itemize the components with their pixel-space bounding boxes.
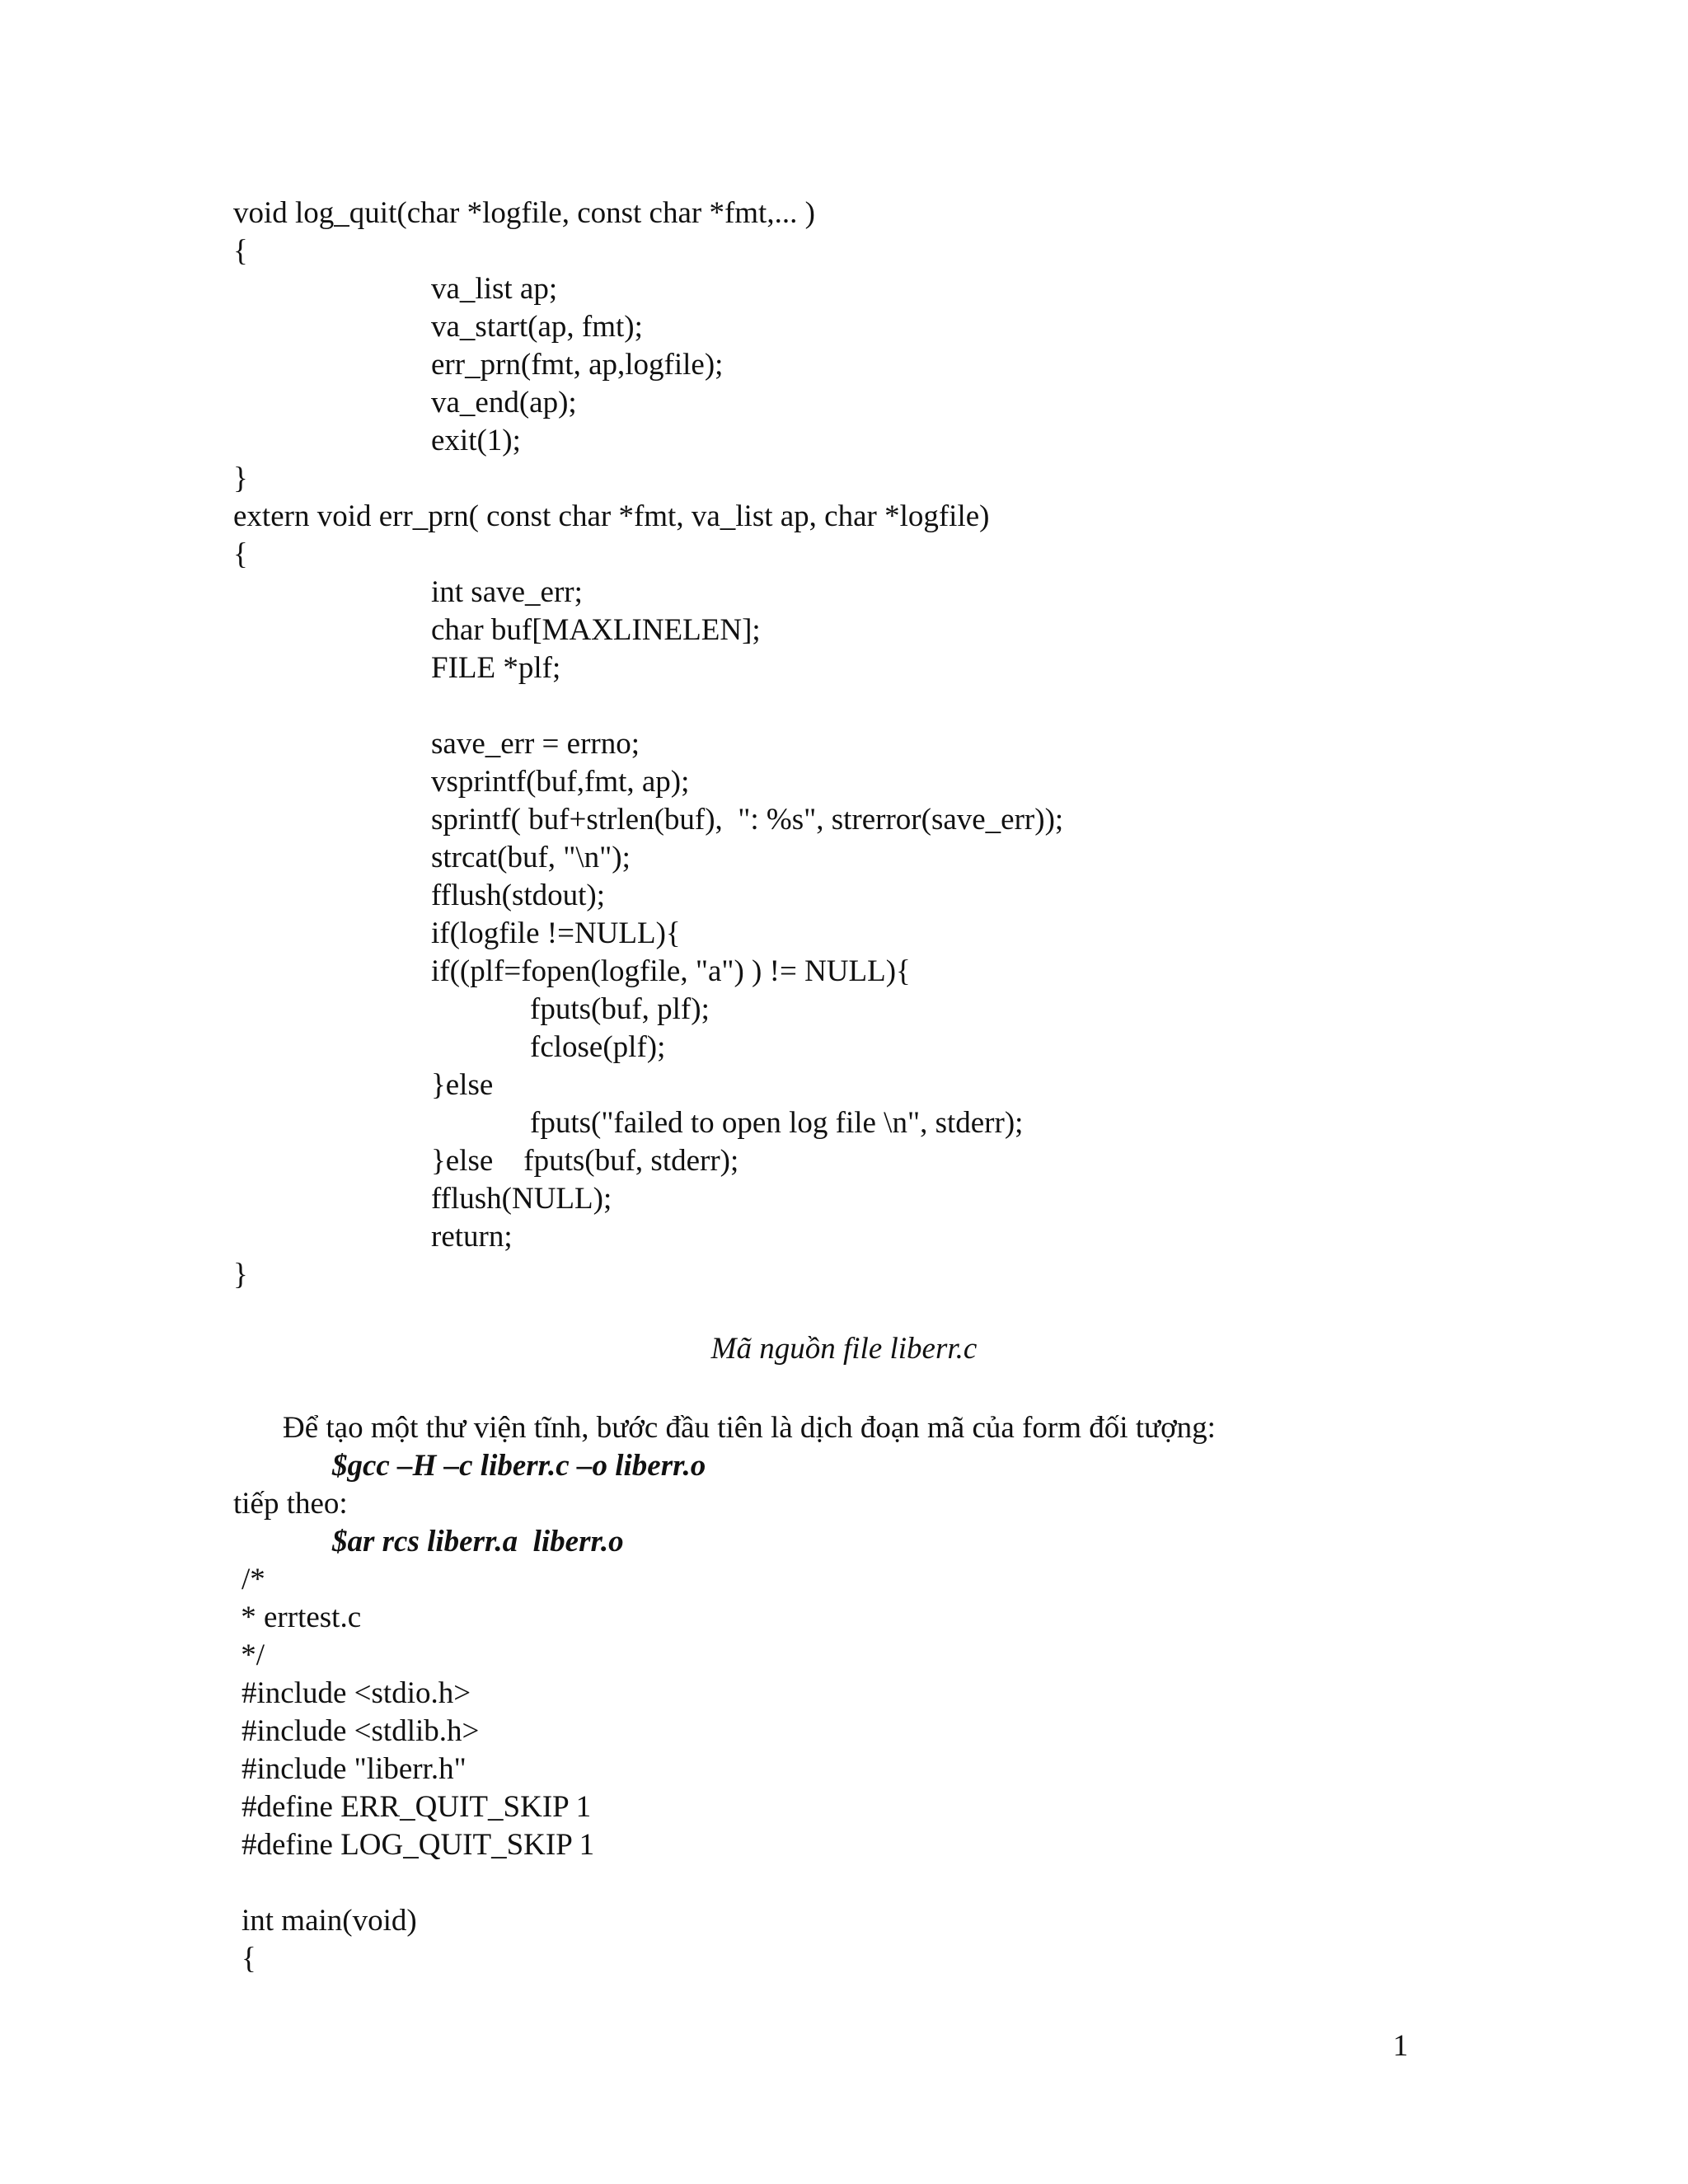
code-line: strcat(buf, "\n"); bbox=[431, 841, 631, 874]
code-line: { bbox=[233, 234, 248, 268]
code-line: va_end(ap); bbox=[431, 386, 577, 419]
code-line: save_err = errno; bbox=[431, 727, 640, 761]
code-line: { bbox=[233, 537, 248, 571]
code-line: } bbox=[233, 462, 248, 495]
code-line: #include "liberr.h" bbox=[241, 1752, 467, 1786]
code-line: exit(1); bbox=[431, 424, 521, 457]
code-line: }else fputs(buf, stderr); bbox=[431, 1144, 739, 1178]
code-line: if(logfile !=NULL){ bbox=[431, 916, 681, 950]
code-line: void log_quit(char *logfile, const char *fmt,... ) bbox=[233, 196, 815, 230]
code-line: }else bbox=[431, 1068, 494, 1102]
code-line: char buf[MAXLINELEN]; bbox=[431, 613, 761, 647]
code-line: #define ERR_QUIT_SKIP 1 bbox=[241, 1790, 592, 1824]
code-line: fputs(buf, plf); bbox=[530, 992, 710, 1026]
code-line: fputs("failed to open log file \n", stderr); bbox=[530, 1106, 1024, 1140]
code-line: extern void err_prn( const char *fmt, va_list ap, char *logfile) bbox=[233, 499, 990, 533]
code-line: return; bbox=[431, 1220, 513, 1254]
code-line: int save_err; bbox=[431, 575, 583, 609]
next-step-label: tiếp theo: bbox=[233, 1487, 348, 1521]
code-line: fclose(plf); bbox=[530, 1030, 666, 1064]
code-line: * errtest.c bbox=[233, 1601, 362, 1634]
shell-command-gcc: $gcc –H –c liberr.c –o liberr.o bbox=[332, 1449, 706, 1483]
shell-command-ar: $ar rcs liberr.a liberr.o bbox=[332, 1525, 624, 1558]
code-line: /* bbox=[241, 1563, 265, 1596]
code-line: { bbox=[241, 1942, 256, 1975]
code-line: va_start(ap, fmt); bbox=[431, 310, 643, 344]
code-line: */ bbox=[233, 1638, 265, 1672]
code-line: if((plf=fopen(logfile, "a") ) != NULL){ bbox=[431, 954, 911, 988]
code-line: err_prn(fmt, ap,logfile); bbox=[431, 348, 724, 382]
page-number: 1 bbox=[1393, 2029, 1409, 2063]
code-line: FILE *plf; bbox=[431, 651, 561, 685]
code-line: int main(void) bbox=[241, 1904, 417, 1938]
code-line: } bbox=[233, 1258, 248, 1291]
code-line: fflush(stdout); bbox=[431, 879, 606, 912]
code-line: #define LOG_QUIT_SKIP 1 bbox=[241, 1828, 595, 1862]
code-line: #include <stdlib.h> bbox=[241, 1714, 480, 1748]
code-line: fflush(NULL); bbox=[431, 1182, 612, 1216]
code-line: sprintf( buf+strlen(buf), ": %s", strerror(save_err)); bbox=[431, 803, 1064, 837]
code-line: #include <stdio.h> bbox=[241, 1676, 471, 1710]
code-line: vsprintf(buf,fmt, ap); bbox=[431, 765, 690, 799]
body-paragraph: Để tạo một thư viện tĩnh, bước đầu tiên là dịch đoạn mã của form đối tượng: bbox=[283, 1411, 1216, 1445]
figure-caption: Mã nguồn file liberr.c bbox=[710, 1332, 978, 1366]
code-line: va_list ap; bbox=[431, 272, 558, 306]
